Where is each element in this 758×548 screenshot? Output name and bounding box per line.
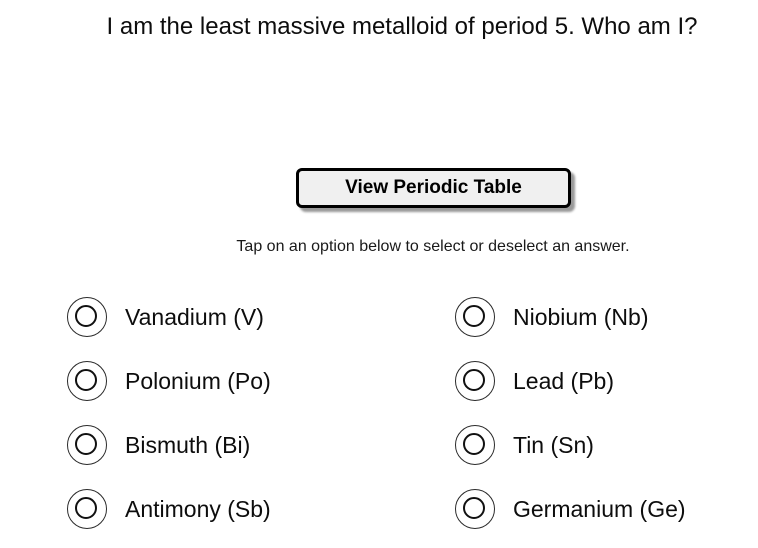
option-label: Vanadium (V): [125, 303, 264, 330]
radio-icon: [67, 425, 107, 465]
option-label: Lead (Pb): [513, 367, 615, 394]
radio-icon: [67, 361, 107, 401]
option-tin[interactable]: [455, 425, 686, 465]
option-label: Tin (Sn): [513, 431, 594, 458]
radio-icon: [455, 489, 495, 529]
question-text: I am the least massive metalloid of period 5. Who am I?: [106, 13, 698, 40]
option-polonium[interactable]: [67, 361, 271, 401]
option-lead[interactable]: [455, 361, 686, 401]
options-column-left: [67, 297, 271, 529]
option-label: Niobium (Nb): [513, 303, 649, 330]
option-label: Germanium (Ge): [513, 495, 686, 522]
option-label: Polonium (Po): [125, 367, 271, 394]
radio-icon: [455, 297, 495, 337]
view-periodic-table-button[interactable]: View Periodic Table: [296, 168, 571, 208]
option-bismuth[interactable]: [67, 425, 271, 465]
option-vanadium[interactable]: [67, 297, 271, 337]
radio-icon: [455, 425, 495, 465]
radio-icon: [455, 361, 495, 401]
option-label: Antimony (Sb): [125, 495, 271, 522]
radio-icon: [67, 489, 107, 529]
option-germanium[interactable]: [455, 489, 686, 529]
instruction-text: Tap on an option below to select or deselect an answer.: [236, 238, 630, 255]
radio-icon: [67, 297, 107, 337]
option-antimony[interactable]: [67, 489, 271, 529]
options-column-right: [455, 297, 686, 529]
option-label: Bismuth (Bi): [125, 431, 251, 458]
option-niobium[interactable]: [455, 297, 686, 337]
